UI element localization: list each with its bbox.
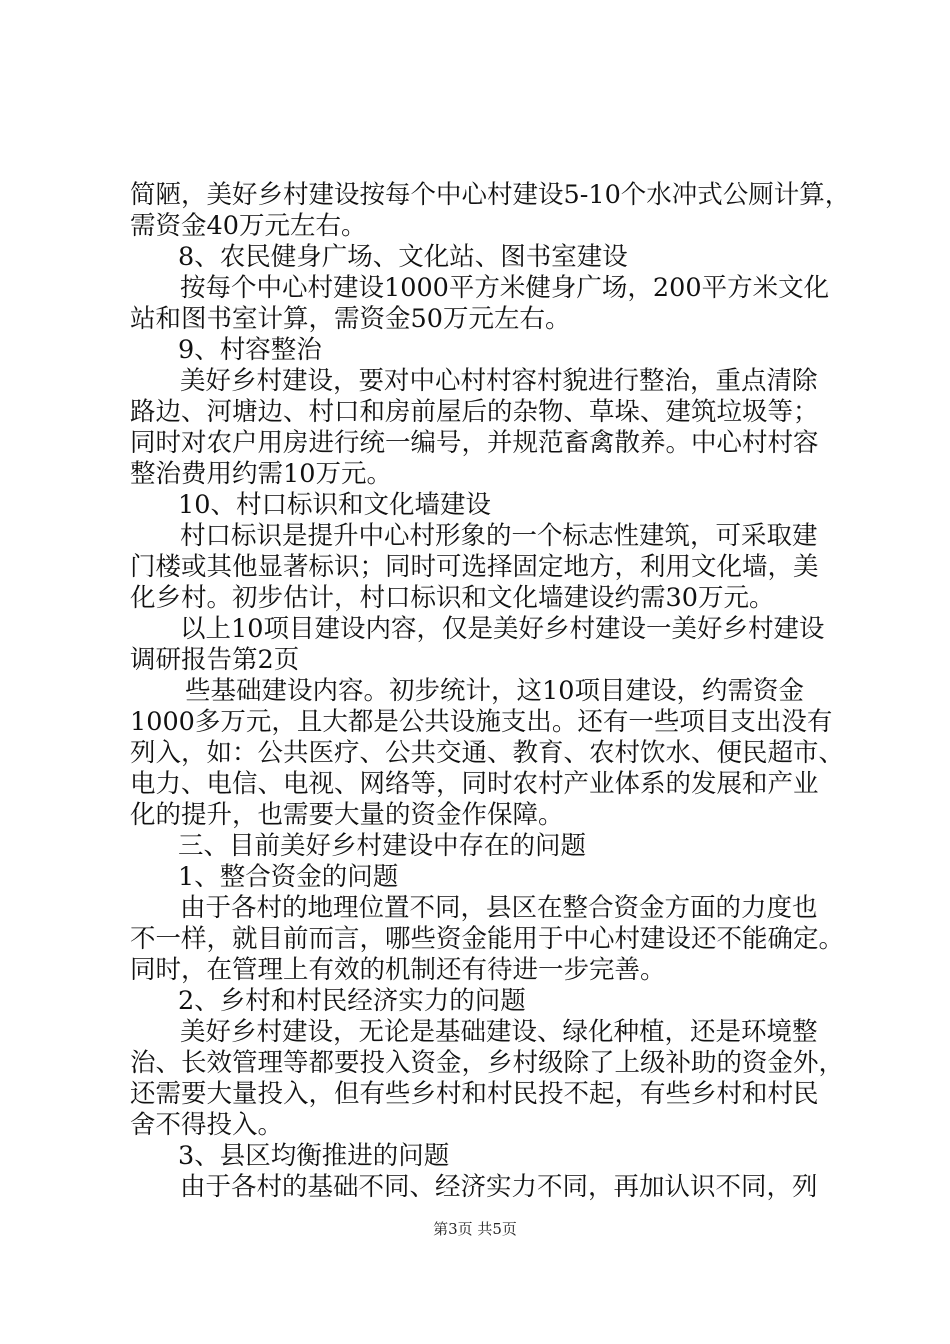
section-heading: 2、乡村和村民经济实力的问题: [178, 986, 526, 1016]
text-line: 村口标识是提升中心村形象的一个标志性建筑，可采取建: [180, 521, 818, 551]
text-line: 按每个中心村建设1000平方米健身广场，200平方米文化: [180, 273, 830, 303]
text-line: 美好乡村建设，无论是基础建设、绿化种植，还是环境整: [180, 1017, 818, 1047]
text-line: 简陋，美好乡村建设按每个中心村建设5-10个水冲式公厕计算，: [130, 180, 851, 210]
text-line: 还需要大量投入，但有些乡村和村民投不起，有些乡村和村民: [130, 1079, 819, 1109]
text-line: 同时对农户用房进行统一编号，并规范畜禽散养。中心村村容: [130, 428, 819, 458]
text-line: 化乡村。初步估计，村口标识和文化墙建设约需30万元。: [130, 583, 775, 613]
section-heading: 3、县区均衡推进的问题: [178, 1141, 450, 1171]
text-line: 电力、电信、电视、网络等，同时农村产业体系的发展和产业: [130, 769, 819, 799]
page-number-footer: 第3页 共5页: [433, 1220, 517, 1238]
text-line: 同时，在管理上有效的机制还有待进一步完善。: [130, 955, 666, 985]
text-line: 由于各村的地理位置不同，县区在整合资金方面的力度也: [180, 893, 818, 923]
text-line: 需资金40万元左右。: [130, 211, 367, 241]
section-heading: 9、村容整治: [178, 335, 322, 365]
text-line: 站和图书室计算，需资金50万元左右。: [130, 304, 571, 334]
text-line: 些基础建设内容。初步统计，这10项目建设，约需资金: [185, 676, 804, 706]
text-line: 门楼或其他显著标识；同时可选择固定地方，利用文化墙，美: [130, 552, 819, 582]
text-line: 由于各村的基础不同、经济实力不同，再加认识不同，列: [180, 1172, 818, 1202]
text-line: 路边、河塘边、村口和房前屋后的杂物、草垛、建筑垃圾等；: [130, 397, 819, 427]
text-line: 治、长效管理等都要投入资金，乡村级除了上级补助的资金外，: [130, 1048, 845, 1078]
text-line: 以上10项目建设内容，仅是美好乡村建设一美好乡村建设: [180, 614, 825, 644]
text-line: 化的提升，也需要大量的资金作保障。: [130, 800, 564, 830]
section-heading: 1、整合资金的问题: [178, 862, 399, 892]
section-heading: 三、目前美好乡村建设中存在的问题: [178, 831, 587, 861]
section-heading: 10、村口标识和文化墙建设: [178, 490, 491, 520]
text-line: 不一样，就目前而言，哪些资金能用于中心村建设还不能确定。: [130, 924, 845, 954]
text-line: 整治费用约需10万元。: [130, 459, 392, 489]
text-line: 舍不得投入。: [130, 1110, 284, 1140]
text-line: 美好乡村建设，要对中心村村容村貌进行整治，重点清除: [180, 366, 818, 396]
text-line: 1000多万元，且大都是公共设施支出。还有一些项目支出没有: [130, 707, 833, 737]
text-line: 调研报告第2页: [130, 645, 300, 675]
text-line: 列入，如：公共医疗、公共交通、教育、农村饮水、便民超市、: [130, 738, 845, 768]
section-heading: 8、农民健身广场、文化站、图书室建设: [178, 242, 628, 272]
